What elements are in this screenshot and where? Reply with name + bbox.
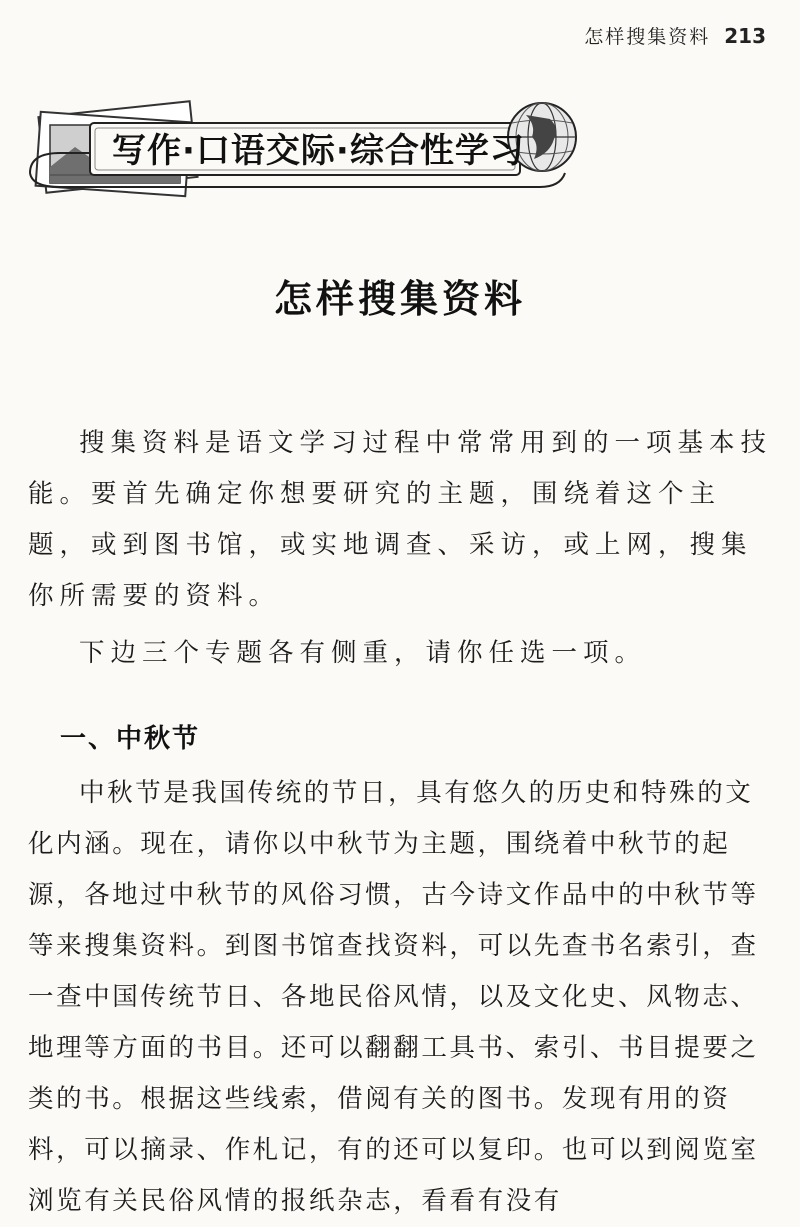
intro: [28, 418, 772, 679]
running-head: [584, 22, 766, 49]
running-title: 怎样搜集资料: [584, 26, 711, 48]
page-number: 213: [724, 24, 766, 48]
section-heading: 一、中秋节: [60, 724, 201, 754]
intro-paragraph: 下边三个专题各有侧重，请你任选一项。: [79, 638, 647, 668]
section-paragraph: 中秋节是我国传统的节日，具有悠久的历史和特殊的文化内涵。现在，请你以中秋节为主题，围绕着中秋节的起源，各地过中秋节的风俗习惯，古今诗文作品中的中秋节等等来搜集资料。到图书馆查找资料，可以先查书名索引，查一查中国传统节日、各地民俗风情，以及文化史、风物志、地理等方面的书目。还可以翻翻工具书、索引、书目提要之类的书。根据这些线索，借阅有关的图书。发现有用的资料，可以摘录、作札记，有的还可以复印。也可以到阅览室浏览有关民俗风情的报纸杂志，看看有没有: [28, 778, 759, 1216]
section-body: [28, 768, 772, 1227]
article-title: 怎样搜集资料: [273, 277, 526, 321]
section-banner: [20, 95, 600, 205]
intro-paragraph: 搜集资料是语文学习过程中常常用到的一项基本技能。要首先确定你想要研究的主题，围绕着这个主题，或到图书馆，或实地调查、采访，或上网，搜集你所需要的资料。: [28, 428, 773, 611]
banner-title: 写作·口语交际·综合性学习: [112, 131, 525, 171]
